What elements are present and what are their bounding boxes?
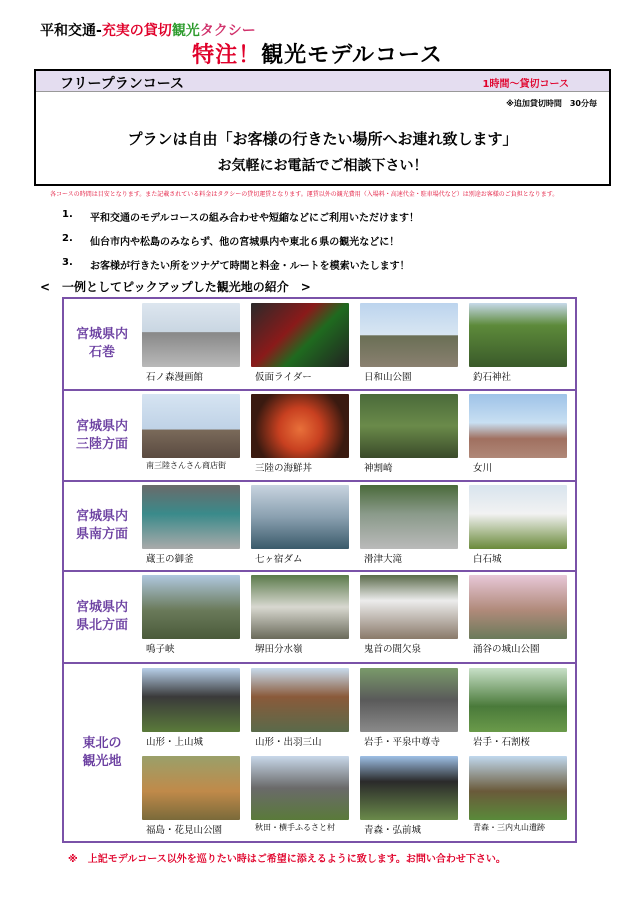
spot-photo (142, 668, 240, 732)
region-label: 宮城県内 三陸方面 (75, 418, 128, 452)
spot-photo (251, 668, 349, 732)
spot-card (142, 485, 240, 565)
spot-caption: 釣石神社 (473, 372, 512, 383)
region-label: 宮城県内 県南方面 (75, 509, 128, 542)
spot-card (469, 575, 567, 655)
spot-card (469, 756, 567, 833)
spot-card (142, 756, 240, 836)
region-row (64, 664, 575, 841)
spot-caption: 三陸の海鮮丼 (255, 463, 313, 474)
spot-card (251, 668, 349, 748)
plan-extra-note: ※追加貸切時間 30分毎 (506, 99, 597, 108)
spot-card (360, 394, 458, 474)
spot-card (360, 756, 458, 836)
region-label: 宮城県内 県北方面 (75, 600, 128, 633)
tagline-part-b: 観光 (171, 23, 200, 39)
region-label: 宮城県内 石巻 (75, 327, 128, 360)
spot-caption: 日和山公園 (364, 372, 412, 383)
spot-photo (251, 756, 349, 820)
points-list (62, 209, 419, 281)
spot-photo (360, 575, 458, 639)
fare-note: 各コースの時間は目安となります。また記載されている料金はタクシーの貸切運賃となります。運賃以外の観光費用（入場料・高速代金・駐車場代など）は別途お客様のご負担となります。 (50, 191, 559, 198)
spot-caption: 福島・花見山公園 (146, 825, 223, 836)
spot-card (360, 485, 458, 565)
spot-card (360, 303, 458, 383)
plan-header-bar (36, 71, 609, 92)
company-header (40, 20, 256, 40)
spot-card (251, 394, 349, 474)
spot-caption: 山形・出羽三山 (255, 737, 322, 748)
spot-card (142, 575, 240, 655)
spot-photo (469, 485, 567, 549)
spot-caption: 鬼首の間欠泉 (364, 644, 422, 655)
spot-card (251, 303, 349, 383)
spot-caption: 秋田・横手ふるさと村 (255, 823, 335, 832)
point-number: 3. (62, 257, 73, 268)
spot-card (469, 485, 567, 565)
spot-photo (142, 575, 240, 639)
footer-note: ※ 上記モデルコース以外を巡りたい時はご希望に添えるように致します。お問い合わせ下さい。 (68, 854, 506, 865)
spot-card (251, 575, 349, 655)
spot-caption: 白石城 (473, 554, 502, 565)
spot-card (360, 575, 458, 655)
spot-photo (142, 756, 240, 820)
spot-caption: 山形・上山城 (146, 737, 204, 748)
spot-photo (360, 303, 458, 367)
spot-caption: 南三陸さんさん商店街 (146, 461, 226, 470)
title-text: 観光モデルコース (261, 43, 443, 68)
plan-message-2: お気軽にお電話でご相談下さい！ (217, 158, 428, 174)
tagline-part-a: 充実の貸切 (101, 23, 172, 39)
spot-photo (360, 394, 458, 458)
spot-caption: 岩手・石割桜 (473, 737, 531, 748)
page-title (0, 38, 635, 69)
spot-caption: 仮面ライダー (255, 372, 312, 383)
spot-photo (251, 303, 349, 367)
free-plan-box (34, 69, 611, 186)
region-row (64, 482, 575, 572)
spot-caption: 青森・三内丸山遺跡 (473, 823, 545, 832)
tagline-part-c: タクシー (199, 23, 256, 39)
spot-photo (360, 668, 458, 732)
spot-photo (142, 303, 240, 367)
spot-photo (469, 303, 567, 367)
spot-card (142, 668, 240, 748)
spot-photo (251, 575, 349, 639)
section-subtitle: < 一例としてピックアップした観光地の紹介 > (40, 280, 311, 294)
point-text: 仙台市内や松島のみならず、他の宮城県内や東北６県の観光などに！ (90, 237, 400, 248)
plan-message-1: プランは自由「お客様の行きたい場所へお連れ致します」 (127, 130, 518, 148)
point-number: 2. (62, 233, 73, 244)
company-name: 平和交通- (40, 23, 102, 39)
plan-name: フリープランコース (60, 76, 185, 92)
spot-photo (251, 485, 349, 549)
spot-caption: 蔵王の御釜 (146, 554, 194, 565)
spot-card (360, 668, 458, 748)
point-item (62, 233, 419, 257)
spot-caption: 女川 (473, 463, 493, 474)
spot-caption: 青森・弘前城 (364, 825, 422, 836)
spot-caption: 七ヶ宿ダム (255, 554, 303, 565)
spot-photo (469, 394, 567, 458)
spot-photo (360, 756, 458, 820)
sightseeing-grid (62, 297, 577, 843)
spot-card (251, 756, 349, 833)
spot-photo (251, 394, 349, 458)
region-row (64, 299, 575, 391)
spot-photo (142, 394, 240, 458)
spot-caption: 涌谷の城山公園 (473, 644, 540, 655)
point-number: 1. (62, 209, 73, 220)
point-text: 平和交通のモデルコースの組み合わせや短縮などにご利用いただけます！ (90, 213, 419, 224)
spot-photo (469, 668, 567, 732)
spot-caption: 鳴子峡 (146, 644, 175, 655)
spot-card (469, 394, 567, 474)
spot-card (469, 668, 567, 748)
region-label: 東北の 観光地 (82, 735, 122, 769)
spot-photo (142, 485, 240, 549)
plan-time: 1時間～貸切コース (482, 79, 569, 90)
spot-photo (469, 575, 567, 639)
spot-photo (360, 485, 458, 549)
spot-caption: 滑津大滝 (364, 554, 403, 565)
spot-card (142, 303, 240, 383)
spot-photo (469, 756, 567, 820)
title-mark: 特注！ (192, 43, 262, 68)
point-text: お客様が行きたい所をツナゲて時間と料金・ルートを模索いたします！ (90, 261, 410, 272)
spot-caption: 岩手・平泉中尊寺 (364, 737, 441, 748)
spot-caption: 神割崎 (364, 463, 393, 474)
spot-card (251, 485, 349, 565)
point-item (62, 209, 419, 233)
spot-card (142, 394, 240, 471)
region-row (64, 572, 575, 664)
spot-caption: 石ノ森漫画館 (146, 372, 204, 383)
spot-caption: 堺田分水嶺 (255, 644, 303, 655)
region-row (64, 391, 575, 482)
spot-card (469, 303, 567, 383)
